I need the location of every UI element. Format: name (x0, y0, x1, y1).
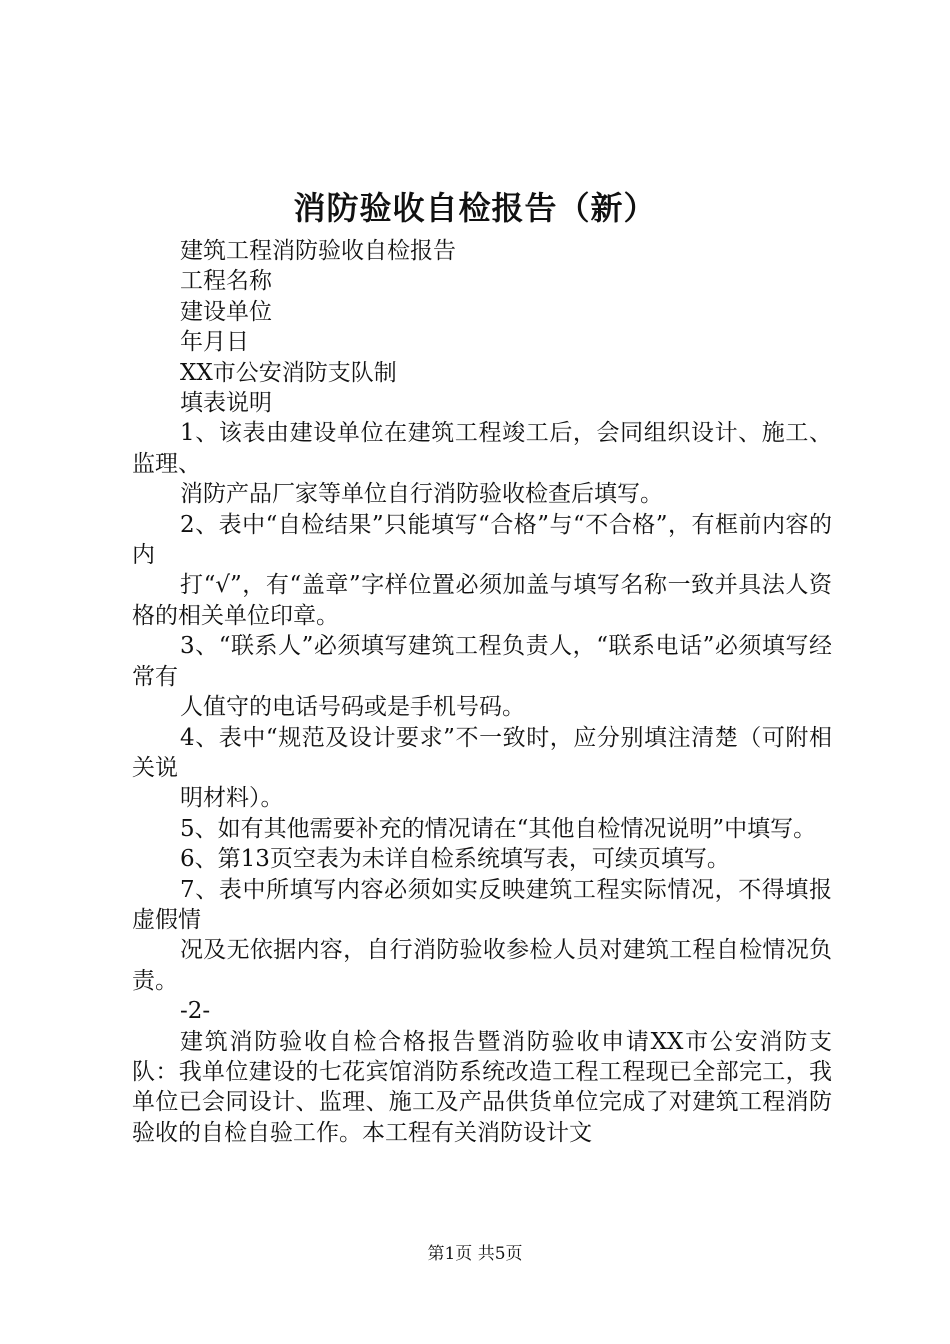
paragraph: 明材料）。 (180, 785, 284, 812)
paragraph: 2、表中“自检结果”只能填写“合格”与“不合格”，有框前内容的内 (132, 511, 832, 569)
page-footer: 第1页 共5页 (427, 1244, 523, 1264)
paragraph: 1、该表由建设单位在建筑工程竣工后，会同组织设计、施工、监理、 (132, 420, 832, 477)
page-number-marker: -2- (180, 998, 211, 1025)
paragraph: 4、表中“规范及设计要求”不一致时，应分别填注清楚（可附相关说 (132, 724, 832, 781)
document-title: 消防验收自检报告（新） (293, 189, 657, 227)
paragraph: 5、如有其他需要补充的情况请在“其他自检情况说明”中填写。 (180, 815, 817, 842)
paragraph: 填表说明 (180, 390, 272, 417)
paragraph: 消防产品厂家等单位自行消防验收检查后填写。 (180, 481, 663, 508)
paragraph: 3、“联系人”必须填写建筑工程负责人，“联系电话”必须填写经常有 (132, 633, 832, 690)
paragraph: 建筑消防验收自检合格报告暨消防验收申请XX市公安消防支队：我单位建设的七花宾馆消防系统改造工程工程现已全部完工，我单位已会同设计、监理、施工及产品供货单位完成了对建筑工程消防验收的自检自验工作。本工程有关消防设计文 (132, 1028, 832, 1146)
paragraph: 打“√”，有“盖章”字样位置必须加盖与填写名称一致并具法人资格的相关单位印章。 (132, 572, 832, 629)
paragraph: 6、第13页空表为未详自检系统填写表，可续页填写。 (180, 846, 730, 873)
paragraph: 年月日 (180, 329, 249, 356)
paragraph: 建筑工程消防验收自检报告 (180, 238, 456, 264)
paragraph: 况及无依据内容，自行消防验收参检人员对建筑工程自检情况负责。 (132, 937, 832, 994)
paragraph: XX市公安消防支队制 (180, 359, 397, 386)
paragraph: 7、表中所填写内容必须如实反映建筑工程实际情况，不得填报虚假情 (132, 876, 832, 933)
paragraph: 工程名称 (180, 268, 272, 295)
paragraph: 建设单位 (180, 298, 272, 325)
paragraph: 人值守的电话号码或是手机号码。 (180, 694, 525, 721)
document-body (132, 236, 832, 1148)
